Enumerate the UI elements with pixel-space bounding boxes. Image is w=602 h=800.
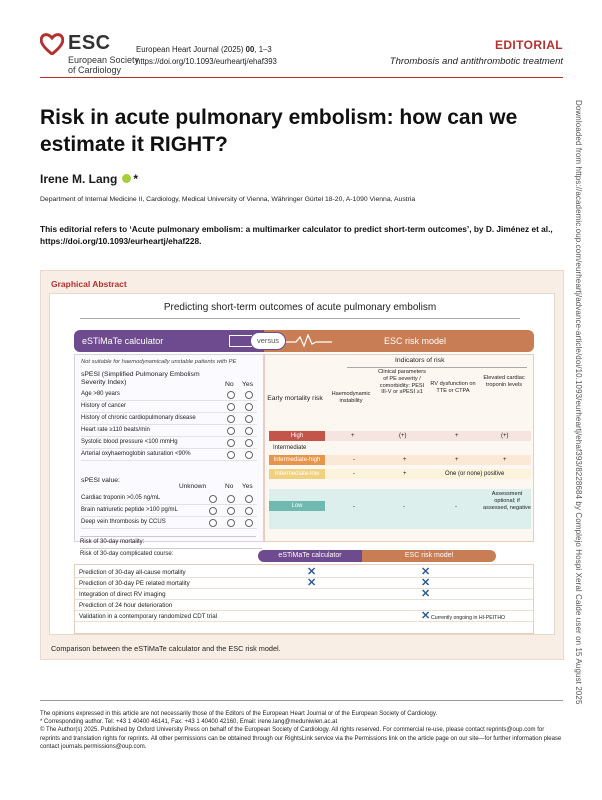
author-line [40, 172, 138, 186]
estimate-banner [74, 330, 264, 352]
radio-yes[interactable] [245, 415, 253, 423]
risk-row-int-low [269, 469, 531, 479]
compare-esc-banner: ESC risk model [362, 550, 496, 562]
spesi-item-label: History of chronic cardiopulmonary disease [81, 415, 196, 421]
cell: + [455, 456, 459, 463]
radio-yes[interactable] [245, 403, 253, 411]
journal-name: European Heart Journal (2025) [136, 45, 244, 54]
radio-no[interactable] [227, 519, 235, 527]
spesi-row [81, 403, 257, 413]
radio-yes[interactable] [245, 495, 253, 503]
radio-no[interactable] [227, 403, 235, 411]
cell: - [353, 504, 355, 510]
radio-no[interactable] [227, 439, 235, 447]
radio-no[interactable] [227, 495, 235, 503]
check-x-icon: ✕ [421, 588, 431, 600]
spesi-title: sPESI (Simplified Pulmonary Embolism Severity Index) [81, 371, 200, 386]
radio-unknown[interactable] [209, 507, 217, 515]
spesi-value-label: sPESI value: [81, 477, 120, 484]
col-yes: Yes [242, 381, 254, 388]
col-no: No [225, 381, 234, 388]
marker-label: Deep vein thrombosis by CCUS [81, 519, 166, 525]
disclaimer-note: The opinions expressed in this article are not necessarily those of the Editors of the European Heart Journal or of the European Society of Cardiology. [40, 711, 438, 717]
estimate-panel [74, 354, 264, 542]
esc-col-header: Haemodynamic instability [331, 391, 371, 404]
versus-pill: versus [250, 332, 286, 350]
radio-yes[interactable] [245, 519, 253, 527]
radio-yes[interactable] [245, 507, 253, 515]
corresponding-mark: * [133, 172, 139, 186]
cell: One (or none) positive [445, 470, 505, 477]
esc-risk-panel [264, 354, 534, 542]
cell: (+) [399, 432, 407, 439]
ekg-icon [282, 334, 332, 348]
article-title: Risk in acute pulmonary embolism: how can we estimate it RIGHT? [40, 106, 518, 156]
orcid-icon[interactable] [122, 174, 131, 183]
spesi-row [81, 451, 257, 461]
footer-divider [40, 700, 563, 701]
journal-volume: 00 [245, 45, 255, 54]
radio-no[interactable] [227, 427, 235, 435]
download-watermark: Downloaded from https://academic.oup.com/eurheartj/advance-article/doi/10.1093/eurheartj/ehaf393/8228684 by Complejo Hospi Xeral Calde user on 15 August 2025 [574, 100, 583, 705]
marker-row [81, 507, 257, 517]
cell: + [351, 432, 355, 439]
spesi-row [81, 391, 257, 401]
cell: - [455, 504, 457, 510]
header-divider [40, 77, 563, 78]
radio-no[interactable] [227, 507, 235, 515]
corresponding-author-note: * Corresponding author. Tel: +43 1 40400 46141, Fax: +43 1 40400 42160, Email: irene.lang@meduniwien.ac.at [40, 719, 338, 726]
graphical-abstract-figure [49, 293, 555, 635]
check-x-icon: ✕ [307, 566, 317, 578]
spesi-row [81, 427, 257, 437]
comparison-label: Integration of direct RV imaging [79, 591, 166, 598]
radio-unknown[interactable] [209, 495, 217, 503]
esc-banner: ESC risk model [264, 330, 534, 352]
graphical-abstract-label: Graphical Abstract [51, 279, 127, 289]
cell: Assessment optional; if assessed, negative [483, 491, 531, 511]
spesi-item-label: Heart rate ≥110 beats/min [81, 427, 150, 433]
cell: - [353, 456, 355, 463]
marker-row [81, 519, 257, 529]
figure-heading: Predicting short-term outcomes of acute pulmonary embolism [80, 302, 520, 319]
cell: + [455, 432, 459, 439]
figure-caption: Comparison between the eSTiMaTe calculator and the ESC risk model. [51, 644, 281, 653]
indicators-heading: Indicators of risk [395, 357, 445, 364]
affiliation: Department of Internal Medicine II, Cardiology, Medical University of Vienna, Währinger Gürtel 18-20, A-1090 Vienna, Austria [40, 196, 416, 203]
journal-citation [136, 44, 277, 68]
cell: - [353, 470, 355, 477]
check-x-icon: ✕ [421, 566, 431, 578]
marker-row [81, 495, 257, 505]
comparison-label: Validation in a contemporary randomized CDT trial [79, 613, 218, 620]
estimate-note: Not suitable for haemodynamically unstable patients with PE [81, 359, 237, 365]
marker-label: Cardiac troponin >0.05 ng/mL [81, 495, 161, 501]
article-doi-link[interactable]: https://doi.org/10.1093/eurheartj/ehaf393 [136, 57, 277, 66]
spesi-item-label: History of cancer [81, 403, 127, 409]
risk-label-intermediate: Intermediate [273, 445, 307, 451]
cell: + [403, 470, 407, 477]
esc-col-header: Clinical parameters of PE severity / comorbidity: PESI III-V or sPESI ≥1 [378, 369, 426, 396]
radio-yes[interactable] [245, 451, 253, 459]
comparison-row [75, 589, 533, 600]
cell: + [403, 456, 407, 463]
col-unknown: Unknown [179, 483, 207, 490]
comparison-label: Prediction of 30-day all-cause mortality [79, 569, 186, 576]
comparison-row [75, 567, 533, 578]
radio-no[interactable] [227, 415, 235, 423]
footnotes [40, 710, 564, 751]
check-x-icon: ✕ [421, 577, 431, 589]
author-name: Irene M. Lang [40, 172, 118, 186]
col-yes: Yes [242, 483, 253, 490]
comparison-row [75, 600, 533, 611]
check-x-icon: ✕ [421, 610, 431, 622]
radio-yes[interactable] [245, 391, 253, 399]
spesi-item-label: Systolic blood pressure <100 mmHg [81, 439, 178, 445]
radio-no[interactable] [227, 451, 235, 459]
society-short: ESC [68, 32, 111, 54]
esc-heart-logo-icon [40, 33, 64, 55]
society-full: European Society of Cardiology [68, 55, 140, 75]
refers-to-note: This editorial refers to ‘Acute pulmonary embolism: a multimarker calculator to predict short-term outcomes’, by D. Jiménez et al., https://doi.org/10.1093/eurheartj/ehaf228. [40, 224, 553, 246]
spesi-row [81, 439, 257, 449]
graphical-abstract [40, 270, 564, 660]
spesi-item-label: Arterial oxyhaemoglobin saturation <90% [81, 451, 191, 457]
marker-label: Brain natriuretic peptide >100 pg/mL [81, 507, 178, 513]
comparison-label: Prediction of 24 hour deterioration [79, 602, 173, 609]
indicators-divider [347, 367, 527, 368]
risk-row-int-high [269, 455, 531, 465]
risk-label-high: High [269, 431, 325, 441]
esc-col-header: Elevated cardiac troponin levels [483, 375, 525, 388]
radio-no[interactable] [227, 391, 235, 399]
article-section: Thrombosis and antithrombotic treatment [389, 56, 563, 67]
spesi-item-label: Age >80 years [81, 391, 120, 397]
radio-yes[interactable] [245, 427, 253, 435]
journal-pages: , 1–3 [254, 45, 272, 54]
copyright-note: © The Author(s) 2025. Published by Oxford University Press on behalf of the European Society of Cardiology. All rights reserved. For commercial re-use, please contact reprints@oup.com for reprints and translation rights for reprints. All other permissions can be obtained through our RightsLink service via the Permissions link on the article page on our site—for further information please contact journals.permissions@oup.com. [40, 727, 562, 750]
comparison-label: Prediction of 30-day PE related mortality [79, 580, 190, 587]
col-no: No [225, 483, 234, 490]
radio-unknown[interactable] [209, 519, 217, 527]
risk-30-day-mortality: Risk of 30-day mortality: [80, 536, 256, 548]
cell: + [503, 456, 507, 463]
ongoing-note: Currently ongoing in HI-PEITHO [431, 615, 506, 621]
risk-30-day-complicated: Risk of 30-day complicated course: [80, 548, 262, 560]
spesi-row [81, 415, 257, 425]
risk-row-high [269, 431, 531, 441]
radio-yes[interactable] [245, 439, 253, 447]
risk-label-low: Low [269, 501, 325, 511]
cell: - [403, 504, 405, 510]
risk-row-low [269, 489, 531, 529]
check-x-icon: ✕ [307, 577, 317, 589]
comparison-table [74, 564, 534, 634]
risk-label-int-high: Intermediate-high [269, 455, 325, 465]
risk-label-int-low: Intermediate-low [269, 469, 325, 479]
article-type: EDITORIAL [494, 38, 563, 52]
esc-col-header: RV dysfunction on TTE or CTPA [430, 381, 476, 394]
cell: (+) [501, 432, 509, 439]
comparison-row [75, 578, 533, 589]
early-mortality-label: Early mortality risk [267, 395, 323, 402]
estimate-title: eSTiMaTe calculator [82, 336, 164, 346]
compare-estimate-banner: eSTiMaTe calculator [258, 550, 362, 562]
